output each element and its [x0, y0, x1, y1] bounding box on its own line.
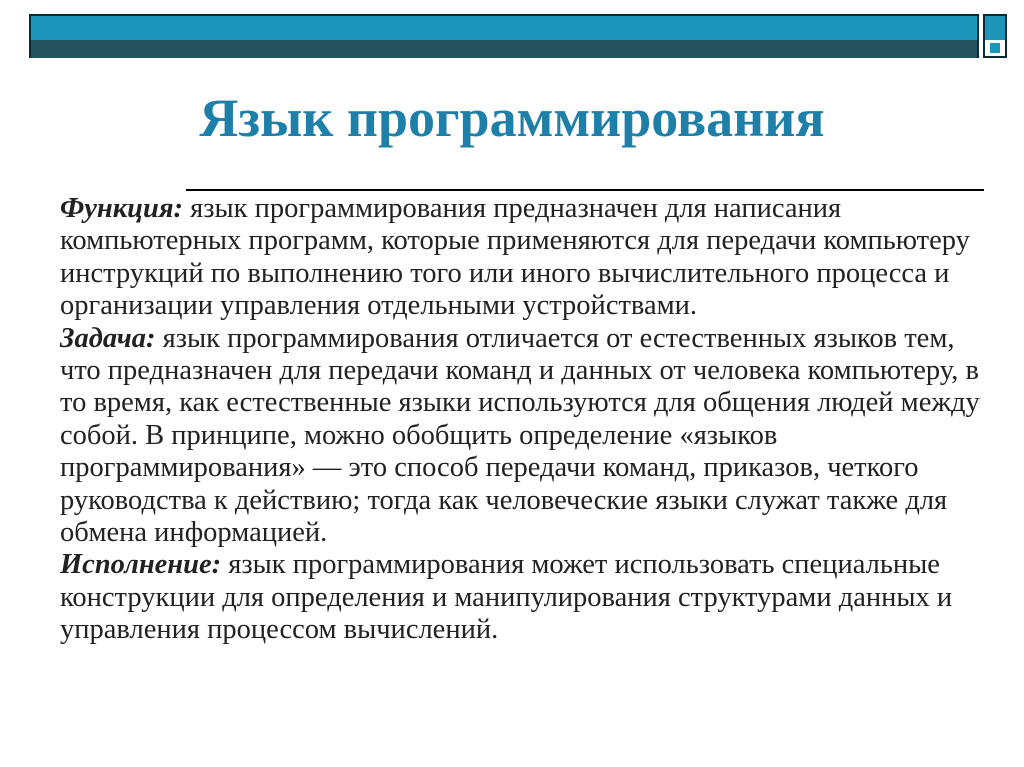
header-decoration-stripe — [31, 40, 977, 58]
title-underline-rule — [186, 189, 984, 191]
corner-decoration-square — [990, 43, 1000, 53]
header-decoration-bar — [29, 14, 979, 58]
corner-decoration-fill — [985, 16, 1005, 40]
slide-title: Язык программирования — [199, 88, 825, 148]
slide-body — [60, 193, 980, 647]
term-function-label: Функция: — [60, 193, 184, 224]
paragraph-task — [60, 323, 980, 550]
paragraph-execution — [60, 549, 980, 646]
paragraph-function-text: язык программирования предназначен для написания компьютерных программ, которые применяются для передачи компьютеру инструкций по выполнению того или иного вычислительного процесса и организации управления отдельными устройствами. — [60, 193, 970, 322]
paragraph-function — [60, 193, 980, 323]
paragraph-execution-text: язык программирования может использовать специальные конструкции для определения и манипулирования структурами данных и управления процессом вычислений. — [60, 549, 953, 646]
term-execution-label: Исполнение: — [60, 549, 222, 581]
paragraph-task-text: язык программирования отличается от естественных языков тем, что предназначен для передачи команд и данных от человека компьютеру, в то время, как естественные языки используются для общения людей между собой. В принципе, можно обобщить определение «языков программирования» — это способ передачи команд, приказов, четкого руководства к действию; тогда как человеческие языки служат также для обмена информацией. — [60, 322, 980, 549]
term-task-label: Задача: — [60, 322, 156, 354]
corner-decoration-box — [983, 14, 1007, 58]
